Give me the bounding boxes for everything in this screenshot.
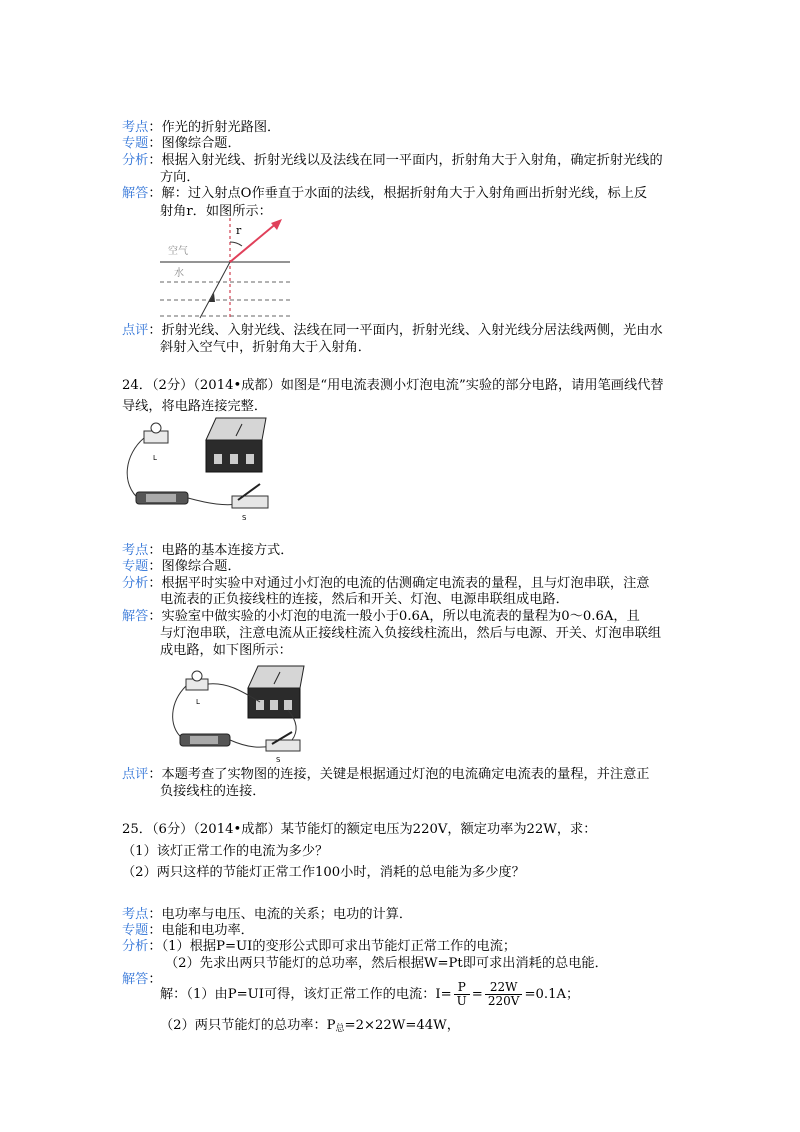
q25-fenxi-text: ：（1）根据P=UI的变形公式即可求出节能灯正常工作的电流；	[148, 939, 517, 954]
label-kaodian: 考点	[122, 120, 149, 135]
label-zhuanti: 专题	[122, 923, 149, 938]
frac2-denominator: 220V	[487, 994, 520, 1008]
q24-jieda-text: ：实验室中做实验的小灯泡的电流一般小于0.6A，所以电流表的量程为0～0.6A，且	[148, 609, 640, 624]
q25-kaodian-text: ：电功率与电压、电流的关系；电功的计算．	[148, 907, 413, 922]
fraction-p-over-u	[454, 981, 470, 1008]
circuit-figure	[120, 414, 280, 526]
q25-jieda-eq2	[160, 1016, 460, 1039]
lamp-label: L	[153, 454, 157, 462]
label-jieda: 解答	[122, 609, 149, 624]
q24-title: 24．（2分）（2014•成都）如图是“用电流表测小灯泡电流”实验的部分电路，请用笔画线代替	[122, 378, 664, 393]
q25-jieda-1b: =0.1A；	[524, 987, 580, 1002]
q24-fenxi-text: ：根据平时实验中对通过小灯泡的电流的估测确定电流表的量程，且与灯泡串联，注意	[148, 576, 650, 591]
label-dianping: 点评	[122, 767, 149, 782]
q24-title-cont: 导线，将电路连接完整．	[122, 399, 268, 414]
q24-zhuanti-text: ：图像综合题．	[148, 559, 241, 574]
q24-jieda-cont-1: 与灯泡串联，注意电流从正接线柱流入负接线柱流出，然后与电源、开关、灯泡串联组	[160, 626, 662, 641]
label-zhuanti: 专题	[122, 136, 149, 151]
q24-dianping-text: ：本题考查了实物图的连接，关键是根据通过灯泡的电流确定电流表的量程，并注意正	[148, 767, 650, 782]
label-zhuanti: 专题	[122, 559, 149, 574]
frac2-numerator: 22W	[485, 981, 523, 995]
frac1-denominator: U	[456, 994, 467, 1008]
q25-sub2: （2）两只这样的节能灯正常工作100小时，消耗的总电能为多少度？	[122, 865, 525, 880]
ammeter-terminal-3	[246, 454, 254, 464]
q25-jieda-label-line: 解答：	[122, 972, 162, 987]
ammeter-terminal-2	[230, 454, 238, 464]
air-label: 空气	[168, 246, 188, 257]
q23-dianping-text: ：折射光线、入射光线、法线在同一平面内，折射光线、入射光线分居法线两侧，光由水	[148, 323, 663, 338]
angle-r-label: r	[236, 224, 242, 237]
q25-fenxi-cont: （2）先求出两只节能灯的总功率，然后根据W=Pt即可求出消耗的总电能．	[165, 956, 608, 971]
switch-label: S	[276, 756, 281, 764]
incident-arrow	[209, 293, 215, 302]
label-dianping: 点评	[122, 323, 149, 338]
label-jieda: 解答	[122, 972, 149, 987]
circuit-solution-figure	[168, 662, 318, 766]
frac1-numerator: P	[454, 981, 470, 995]
q25-jieda-eq1	[160, 980, 579, 1010]
ammeter-terminal-2	[270, 700, 278, 710]
q25-sub1: （1）该灯正常工作的电流为多少？	[122, 844, 329, 859]
label-kaodian: 考点	[122, 907, 149, 922]
q23-kaodian-text: ：作光的折射光路图．	[148, 120, 281, 135]
q24-kaodian-text: ：电路的基本连接方式．	[148, 543, 294, 558]
refraction-figure	[160, 218, 296, 320]
incident-ray	[200, 262, 230, 318]
q25-jieda-2b: =2×22W=44W，	[344, 1018, 460, 1033]
wire-lamp-battery	[127, 438, 144, 500]
label-fenxi: 分析	[122, 939, 149, 954]
q23-fenxi-line	[122, 151, 692, 171]
wire-battery-switch	[188, 498, 238, 505]
q25-title: 25．（6分）（2014•成都）某节能灯的额定电压为220V，额定功率为22W，求：	[122, 822, 597, 837]
wire-lamp-battery	[173, 686, 186, 738]
label-fenxi: 分析	[122, 153, 149, 168]
ammeter-dial-icon	[248, 666, 304, 688]
q24-dianping-cont: 负接线柱的连接．	[160, 784, 266, 799]
label-jieda: 解答	[122, 186, 149, 201]
angle-r-arc	[230, 242, 242, 246]
ammeter-terminal-3	[284, 700, 292, 710]
q23-jieda-text: ：解：过入射点O作垂直于水面的法线，根据折射角大于入射角画出折射光线，标上反	[148, 186, 648, 201]
equals-sign: =	[471, 987, 483, 1002]
lamp-bulb-icon	[192, 671, 202, 681]
label-fenxi: 分析	[122, 576, 149, 591]
fraction-22w-over-220v	[485, 981, 523, 1008]
q25-zhuanti-text: ：电能和电功率．	[148, 923, 254, 938]
lamp-bulb-icon	[151, 423, 161, 433]
switch-base	[266, 740, 300, 751]
q23-fenxi-text: ：根据入射光线、折射光线以及法线在同一平面内，折射角大于入射角，确定折射光线的	[148, 153, 663, 168]
q23-zhuanti-text: ：图像综合题．	[148, 136, 241, 151]
battery-cell-icon	[146, 494, 176, 502]
ammeter-dial-icon	[206, 418, 266, 440]
ammeter-terminal-1	[214, 454, 222, 464]
q24-jieda-cont-2: 成电路，如下图所示：	[160, 643, 292, 658]
q25-jieda-2a: （2）两只节能灯的总功率：P	[160, 1018, 336, 1033]
water-label: 水	[174, 268, 184, 279]
q24-fenxi-cont: 电流表的正负接线柱的连接，然后和开关、灯泡、电源串联组成电路．	[160, 592, 569, 607]
q23-dianping-cont: 斜射入空气中，折射角大于入射角．	[160, 340, 371, 355]
switch-base	[232, 496, 268, 508]
lamp-label: L	[196, 698, 200, 706]
subscript-total: 总	[335, 1024, 345, 1034]
switch-label: S	[242, 514, 247, 522]
battery-cell-icon	[190, 736, 218, 744]
q23-jieda-line	[122, 184, 692, 204]
q23-jieda-cont: 射角r．如图所示：	[160, 204, 272, 219]
q25-jieda-1a: 解：（1）由P=UI可得，该灯正常工作的电流：I=	[160, 987, 452, 1002]
label-kaodian: 考点	[122, 543, 149, 558]
refracted-arrow	[271, 219, 282, 230]
q23-fenxi-cont: 方向．	[160, 170, 200, 185]
